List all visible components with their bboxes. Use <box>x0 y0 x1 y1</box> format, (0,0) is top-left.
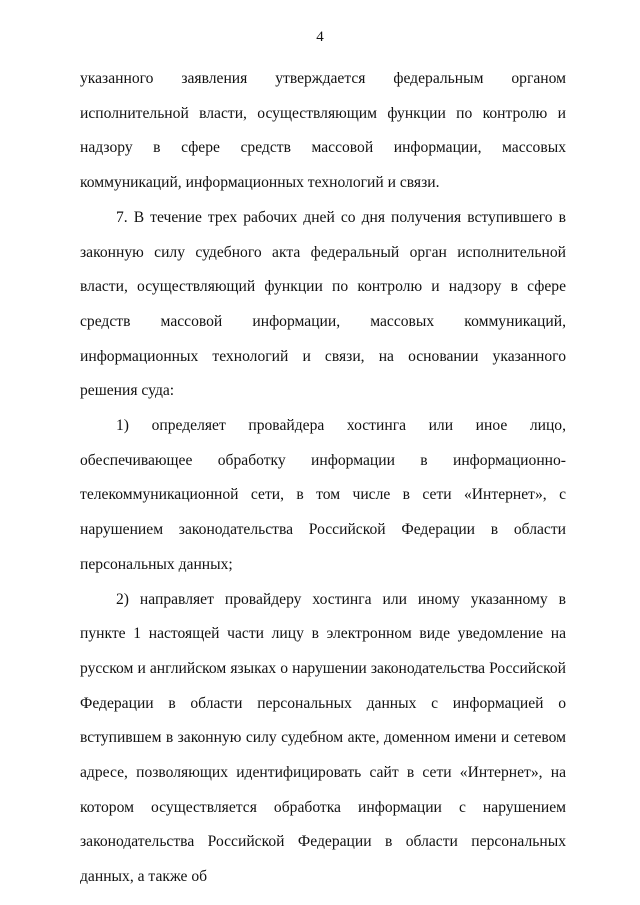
paragraph-subitem-2: 2) направляет провайдеру хостинга или иному указанному в пункте 1 настоящей части лицу в электронном виде уведомление на русском и английском языках о нарушении законодательства Российской Федерации в области персональных данных с информацией о вступившем в законную силу судебном акте, доменном имени и сетевом адресе, позволяющих идентифицировать сайт в сети «Интернет», на котором осуществляется обработка информации с нарушением законодательства Российской Федерации в области персональных данных, а также об <box>80 590 566 886</box>
paragraph-item-7: 7. В течение трех рабочих дней со дня получения вступившего в законную силу судебного акта федеральный орган исполнительной власти, осуществляющий функции по контролю и надзору в сфере средств массовой информации, массовых коммуникаций, информационных технологий и связи, на основании указанного решения суда: <box>80 208 566 400</box>
page-number: 4 <box>316 29 324 45</box>
paragraph-continuation: указанного заявления утверждается федеральным органом исполнительной власти, осуществляющим функции по контролю и надзору в сфере средств массовой информации, массовых коммуникаций, информационных технологий и связи. <box>80 70 566 192</box>
paragraph-subitem-1: 1) определяет провайдера хостинга или иное лицо, обеспечивающее обработку информации в информационно-телекоммуникационной сети, в том числе в сети «Интернет», с нарушением законодательства Российской Федерации в области персональных данных; <box>80 417 566 573</box>
document-body <box>80 62 566 895</box>
